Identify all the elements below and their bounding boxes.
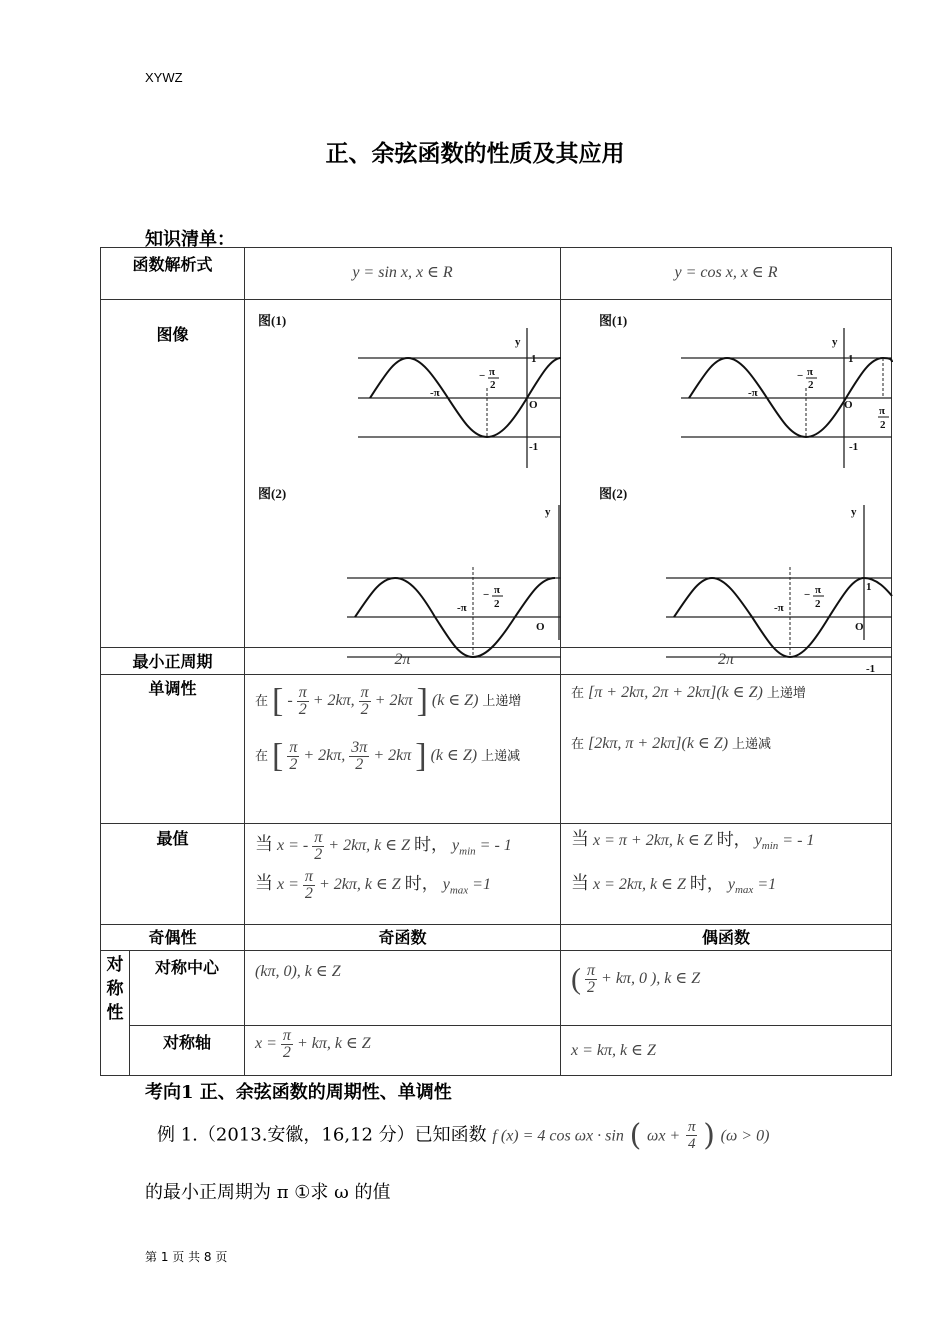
cos-fig2-label: 图(2) <box>599 486 628 501</box>
fig2-minus: − <box>483 589 490 601</box>
sin-extreme-cell <box>245 824 561 925</box>
cos-decreasing: 在 [2kπ, π + 2kπ](k ∈ Z) 上递减 <box>571 735 772 752</box>
fig1-o-label: O <box>529 399 538 411</box>
sin-min: 当 x = - $\frac{\pi}{2}$ + 2kπ, k ∈ Z 时， $y_{min}$ = - 1 <box>255 829 512 863</box>
sin-function-formula: y = sin x, x ∈ R <box>245 248 561 300</box>
cos-fig2-pi: π <box>815 584 822 596</box>
sin-axis-cell <box>245 1026 561 1076</box>
fig1-neg-one: -1 <box>529 441 539 453</box>
fig1-one-label: 1 <box>531 353 537 365</box>
cos-fig2-one: 1 <box>866 581 872 593</box>
section-heading: 知识清单： <box>145 229 235 250</box>
cos-fig2-minus: − <box>804 589 811 601</box>
cos-fig1-two-right: 2 <box>880 419 886 431</box>
cos-fig1-one: 1 <box>848 353 854 365</box>
cos-function-formula: y = cos x, x ∈ R <box>561 248 892 300</box>
cos-fig1-minus: − <box>797 370 804 382</box>
row-period <box>101 648 892 675</box>
fig2-two: 2 <box>494 598 500 610</box>
fig1-minus: − <box>479 370 486 382</box>
fig2-o-label: O <box>536 621 545 633</box>
cos-fig1-pi: π <box>807 366 814 378</box>
cos-parity: 偶函数 <box>561 925 892 951</box>
cos-period: 2π <box>561 648 892 675</box>
fig2-label: 图(2) <box>258 486 287 501</box>
cos-fig1-neg-pi: -π <box>748 387 758 399</box>
sin-graphs <box>245 300 561 648</box>
fig1-neg-pi: -π <box>430 387 440 399</box>
row-label-graph: 图像 <box>101 300 245 648</box>
cos-fig2-y-label: y <box>851 506 857 518</box>
row-label-axis: 对称轴 <box>130 1026 245 1076</box>
cos-fig1-pi-right: π <box>879 405 886 417</box>
knowledge-table <box>100 247 892 1076</box>
row-graph <box>101 300 892 648</box>
cos-graphs <box>561 300 892 675</box>
example-den: 4 <box>687 1136 696 1152</box>
row-label-parity: 奇偶性 <box>101 925 245 951</box>
sin-symmetry-center: (kπ, 0), k ∈ Z <box>245 951 561 1026</box>
cos-symmetry-center-cell <box>561 951 892 1026</box>
example-formula-c: (ω > 0) <box>720 1127 770 1145</box>
sin-parity: 奇函数 <box>245 925 561 951</box>
page-title: 正、余弦函数的性质及其应用 <box>325 140 625 167</box>
sin-period: 2π <box>245 648 561 675</box>
example-line1: 例 1.（2013.安徽，16,12 分）已知函数 f (x) = 4 cos ωx · sin ( ωx + $\frac{\pi}{4}$ ) (ω > 0) <box>157 1118 770 1153</box>
row-parity <box>101 925 892 951</box>
cos-increasing: 在 [π + 2kπ, 2π + 2kπ](k ∈ Z) 上递增 <box>571 684 806 701</box>
row-label-mono: 单调性 <box>101 675 245 824</box>
sin-symmetry-axis: x = $\frac{\pi}{2}$ + kπ, k ∈ Z <box>255 1027 371 1061</box>
fig1-pi: π <box>489 366 496 378</box>
cos-graph-cell <box>561 300 892 675</box>
row-label-symmetry: 对称性 <box>101 951 130 1076</box>
row-label-period: 最小正周期 <box>101 648 245 675</box>
cos-fig1-neg-one: -1 <box>849 441 859 453</box>
sin-increasing: 在 [ - $\frac{\pi}{2}$ + 2kπ, $\frac{\pi}{2}$ + 2kπ ] (k ∈ Z) 上递增 <box>255 682 522 720</box>
row-label-extreme: 最值 <box>101 824 245 925</box>
row-monotonicity <box>101 675 892 824</box>
example-line2: 的最小正周期为 π ①求 ω 的值 <box>145 1182 391 1203</box>
cos-extreme-cell <box>561 824 892 925</box>
fig1-two: 2 <box>490 379 496 391</box>
cos-symmetry-axis: x = kπ, k ∈ Z <box>561 1026 892 1076</box>
example-formula-b: ωx + <box>647 1127 681 1145</box>
row-function <box>101 248 892 300</box>
fig2-pi: π <box>494 584 501 596</box>
sin-decreasing: 在 [ $\frac{\pi}{2}$ + 2kπ, $\frac{3\pi}{2}$ + 2kπ ] (k ∈ Z) 上递减 <box>255 737 521 775</box>
example-formula-a: f (x) = 4 cos ωx · sin <box>492 1127 624 1145</box>
row-label-function: 函数解析式 <box>101 248 245 300</box>
fig1-label-cos: 图(1) <box>599 313 628 328</box>
row-label-center: 对称中心 <box>130 951 245 1026</box>
example-prefix: 例 1.（2013.安徽，16,12 分）已知函数 <box>157 1124 487 1146</box>
row-symmetry-axis <box>101 1026 892 1076</box>
row-extremes <box>101 824 892 925</box>
fig1-y-label: y <box>515 336 521 348</box>
cos-mono-cell <box>561 675 892 824</box>
cos-fig1-two: 2 <box>808 379 814 391</box>
sin-max: 当 x = $\frac{\pi}{2}$ + 2kπ, k ∈ Z 时， $y_{max} =1$ <box>255 868 491 902</box>
fig2-neg-pi: -π <box>457 602 467 614</box>
kaoxiang-heading: 考向1 正、余弦函数的周期性、单调性 <box>145 1082 452 1103</box>
cos-symmetry-center: ( $\frac{\pi}{2}$ + kπ, 0 ), k ∈ Z <box>571 962 701 996</box>
fig2-y-label: y <box>545 506 551 518</box>
sin-graph-cell <box>245 300 561 648</box>
cos-fig2-neg-pi: -π <box>774 602 784 614</box>
page-header: XYWZ <box>145 70 183 85</box>
cos-fig2-o: O <box>855 621 864 633</box>
cos-fig1-o: O <box>844 399 853 411</box>
cos-fig2-neg-one: -1 <box>866 663 876 675</box>
page-footer: 第 1 页 共 8 页 <box>145 1250 228 1264</box>
sin-mono-cell <box>245 675 561 824</box>
row-symmetry-center <box>101 951 892 1026</box>
fig1-label: 图(1) <box>258 313 287 328</box>
cos-fig1-y-label: y <box>832 336 838 348</box>
cos-fig2-two: 2 <box>815 598 821 610</box>
cos-min: 当 x = π + 2kπ, k ∈ Z 时， $y_{min}$ = - 1 <box>571 829 815 853</box>
example-num: π <box>687 1119 696 1135</box>
cos-max: 当 x = 2kπ, k ∈ Z 时， $y_{max} =1$ <box>571 873 777 897</box>
